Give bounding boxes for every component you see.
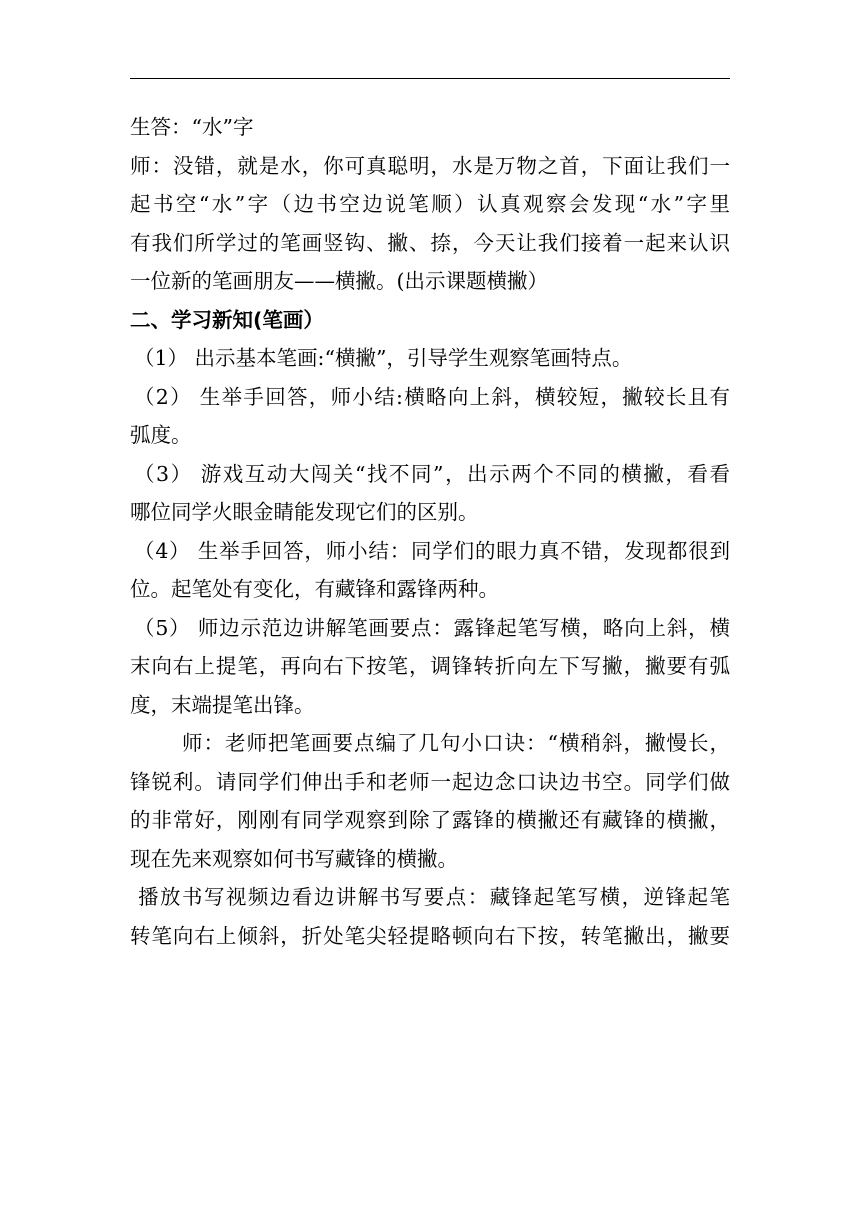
list-item-2-line: （2） 生举手回答，师小结:横略向上斜，横较短，撇较长且有: [134, 384, 730, 409]
document-body: [130, 108, 730, 955]
video-paragraph-line: 转笔向右上倾斜，折处笔尖轻提略顿向右下按，转笔撇出，撇要: [130, 923, 730, 948]
list-item-5-line: 度，末端提笔出锋。: [130, 692, 315, 717]
list-item-3-line: 哪位同学火眼金睛能发现它们的区别。: [130, 500, 479, 524]
list-item-1-line: （1） 出示基本笔画:“横撇”，引导学生观察笔画特点。: [134, 346, 633, 370]
teacher-paragraph-line: 师：没错，就是水，你可真聪明，水是万物之首，下面让我们一: [130, 153, 730, 178]
teacher-paragraph-line: 起书空“水”字（边书空边说笔顺）认真观察会发现“水”字里: [130, 192, 730, 216]
list-item-3-line: （3） 游戏互动大闯关“找不同”，出示两个不同的横撇，看看: [134, 461, 730, 486]
video-paragraph-line: 播放书写视频边看边讲解书写要点：藏锋起笔写横，逆锋起笔: [138, 885, 730, 909]
section-heading: 二、学习新知(笔画）: [130, 307, 324, 332]
header-rule: [130, 78, 730, 79]
list-item-5-line: 末向右上提笔，再向右下按笔，调锋转折向左下写撇，撇要有弧: [130, 654, 730, 678]
list-item-4-line: 位。起笔处有变化，有藏锋和露锋两种。: [130, 577, 499, 601]
list-item-2-line: 弧度。: [130, 423, 192, 447]
list-item-5-line: （5） 师边示范边讲解笔画要点：露锋起笔写横，略向上斜，横: [134, 615, 730, 640]
mnemonic-paragraph-line: 现在先来观察如何书写藏锋的横撇。: [130, 846, 458, 871]
mnemonic-paragraph-line: 的非常好，刚刚有同学观察到除了露锋的横撇还有藏锋的横撇，: [130, 808, 730, 832]
student-answer-line: 生答：“水”字: [130, 115, 254, 139]
teacher-paragraph-line: 有我们所学过的笔画竖钩、撇、捺，今天让我们接着一起来认识: [130, 230, 730, 255]
teacher-paragraph-line: 一位新的笔画朋友——横撇。(出示课题横撇）: [130, 269, 548, 293]
mnemonic-paragraph-line: 锋锐利。请同学们伸出手和老师一起边念口诀边书空。同学们做: [130, 769, 730, 794]
list-item-4-line: （4） 生举手回答，师小结：同学们的眼力真不错，发现都很到: [134, 538, 730, 563]
mnemonic-paragraph-line: 师：老师把笔画要点编了几句小口诀：“横稍斜，撇慢长，: [182, 731, 730, 755]
